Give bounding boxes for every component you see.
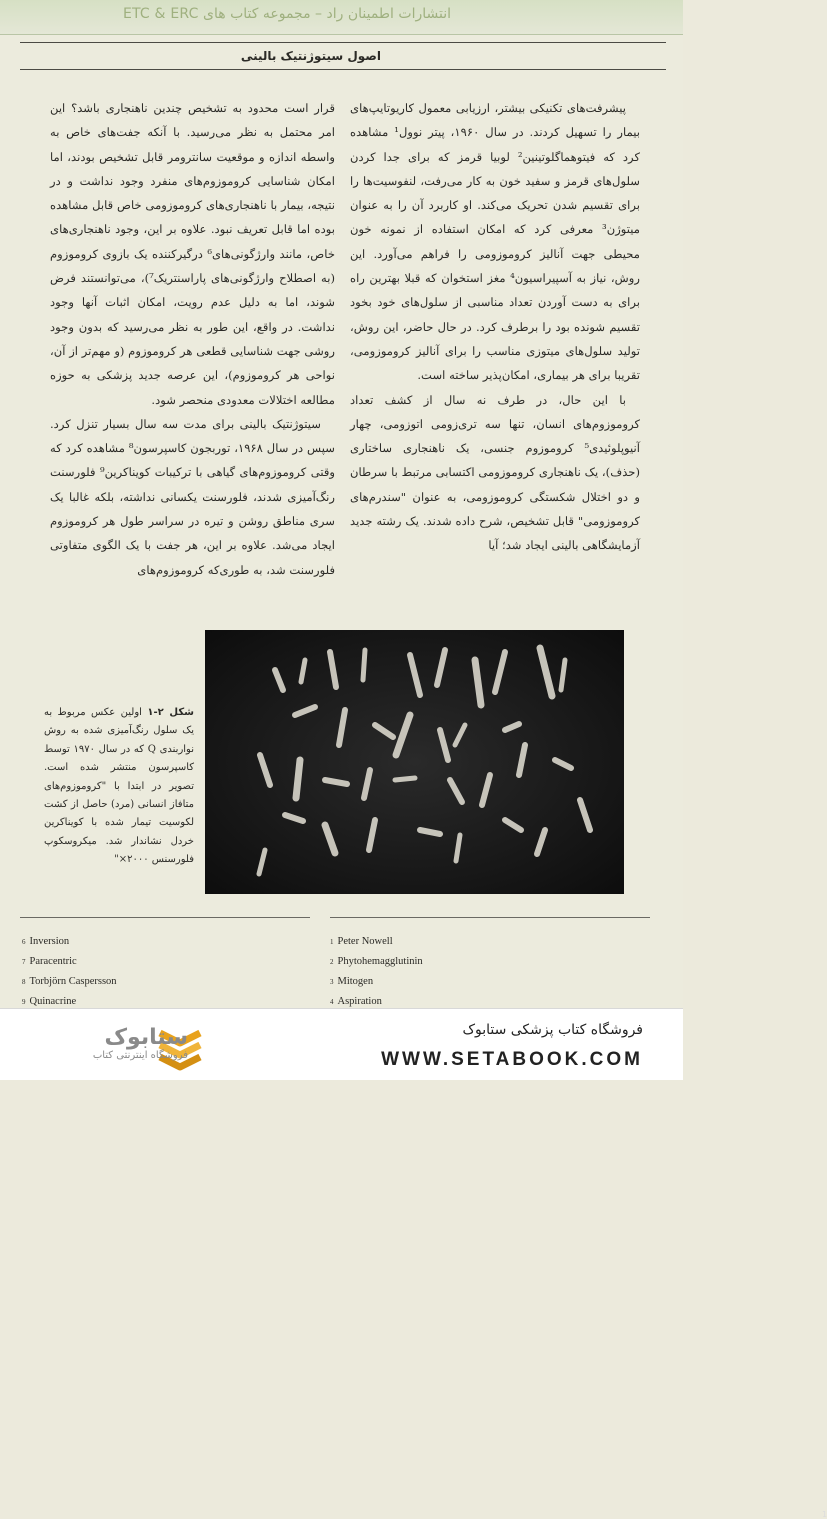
publisher-banner-text: انتشارات اطمینان راد – مجموعه کتاب های ETC & ERC — [122, 6, 451, 22]
footnote-item: $^8$ Torbjörn Caspersson — [22, 976, 117, 987]
brand-wordmark — [38, 1025, 188, 1061]
footnote-rule-right — [330, 917, 650, 918]
footnotes-right — [330, 932, 423, 1012]
footnote-item: $^4$ Aspiration — [330, 996, 382, 1007]
running-title: اصول سیتوژنتیک بالینی — [240, 49, 381, 63]
header-rule-top — [20, 42, 666, 43]
figure-panel-number: 1 — [822, 1510, 827, 1519]
figure-caption — [44, 704, 194, 870]
store-name: فروشگاه کتاب پزشکی ستابوک — [462, 1022, 643, 1038]
footnote-item: $^6$ Inversion — [22, 936, 70, 947]
chromosome-spread-image — [205, 630, 624, 894]
top-banner — [0, 0, 683, 35]
figure-caption-text: اولین عکس مربوط به یک سلول رنگ‌آمیزی شده به روش نواربندی Q که در سال ۱۹۷۰ توسط کاسپرسون منتشر شده است. تصویر در ابتدا با "کروموزوم‌های متافاز انسانی (مرد) حاصل از کشت لکوسیت تیمار شده با کویناکرین خردل نشاندار شد. میکروسکوپ فلورسنس ۲۰۰۰×" — [44, 707, 194, 866]
footnotes-left — [22, 932, 117, 1012]
footnote-rule-left — [20, 917, 310, 918]
brand-tagline: فروشگاه اینترنتی کتاب — [92, 1050, 188, 1061]
footnote-item: $^3$ Mitogen — [330, 976, 374, 987]
footnote-item: $^1$ Peter Nowell — [330, 936, 393, 947]
right-paragraph-2: با این حال، در طرف نه سال از کشف تعداد کروموزوم‌های انسان، تنها سه تری‌زومی اتوزومی، چهار آنیوپلوئیدی⁵ کروموزوم جنسی، یک ناهنجاری ساختاری (حذف)، یک ناهنجاری کروموزومی اکتسابی مرتبط با سرطان و دو اختلال شکستگی کروموزومی، به عنوان "سندرم‌های کروموزومی" قابل تشخیص، شرح داده شدند. یک رشته جدید آزمایشگاهی بالینی ایجاد شد؛ آیا — [350, 392, 640, 553]
website-link[interactable]: WWW.SETABOOK.COM — [381, 1049, 643, 1070]
brand-name: ستابوک — [104, 1025, 188, 1050]
left-paragraph-1: قرار است محدود به تشخیص چندین ناهنجاری باشد؟ این امر محتمل به نظر می‌رسید. با آنکه جفت‌های خاص به واسطه اندازه و موقعیت سانترومر قابل تشخیص بودند، اما امکان شناسایی کروموزوم‌های منفرد وجود نداشت و در نتیجه، بیمار با ناهنجاری‌های کروموزومی خاص قابل مشاهده بوده اما قابل تعریف نبود. علاوه بر این، وجود ناهنجاری‌های خاص، مانند وارژگونی‌های⁶ درگیرکننده یک بازوی کروموزوم (به اصطلاح وارژگونی‌های پاراسنتریک⁷)، می‌توانستند فرض شوند، اما به دلیل عدم رویت، امکان اثبات آنها وجود نداشت. در واقع، این طور به نظر می‌رسید که بدون وجود روشی جهت شناسایی قطعی هر کروموزوم (و مهم‌تر از آن، نواحی هر کروموزوم)، این عرصه جدید پزشکی به حوزه مطالعه اختلالات معدودی منحصر شود. — [50, 101, 335, 407]
footnote-item: $^7$ Paracentric — [22, 956, 77, 967]
header-rule-bottom — [20, 69, 666, 70]
footnote-item: $^9$ Quinacrine — [22, 996, 77, 1007]
footnote-item: $^2$ Phytohemagglutinin — [330, 956, 423, 967]
watermark-footer — [0, 1008, 683, 1080]
right-text-column — [350, 96, 640, 558]
left-text-column — [50, 96, 335, 582]
right-paragraph-1: پیشرفت‌های تکنیکی بیشتر، ارزیابی معمول کاریوتایپ‌های بیمار را تسهیل کردند. در سال ۱۹۶۰، پیتر نوول¹ مشاهده کرد که فیتوهماگلوتینین² لوبیا قرمز که برای جدا کردن سلول‌های قرمز و سفید خون به کار می‌رفت، لنفوسیت‌ها را برای تقسیم شدن تحریک می‌کند. او کاربرد آن را به عنوان میتوژن³ معرفی کرد که امکان استفاده از نمونه خون محیطی جهت آنالیز کروموزومی را فراهم می‌آورد. این روش، نیاز به آسپیراسیون⁴ مغز استخوان که قبلا بهترین راه برای به دست آوردن تعداد مناسبی از سلول‌های خود بخود تقسیم شونده بود را برطرف کرد. در حال حاضر، این روش، تولید سلول‌های میتوزی مناسب را برای آنالیز کروموزومی، تقریبا برای هر بیماری، امکان‌پذیر ساخته است. — [350, 101, 641, 383]
figure-caption-label: شکل ۲-۱ — [147, 707, 194, 718]
left-paragraph-2: سیتوژنتیک بالینی برای مدت سه سال بسیار تنزل کرد. سپس در سال ۱۹۶۸، توربجون کاسپرسون⁸ مشاهده کرد که وقتی کروموزوم‌های گیاهی با ترکیبات کویناکرین⁹ فلورسنت رنگ‌آمیزی شدند، فلورسنت یکسانی نداشته، بلکه غالبا یک سری مناطق روشن و تیره در سراسر طول هر کروموزوم ایجاد می‌شد. علاوه بر این، هر جفت با یک الگوی متفاوتی فلورسنت شد، به طوری‌که کروموزوم‌های — [50, 416, 335, 577]
